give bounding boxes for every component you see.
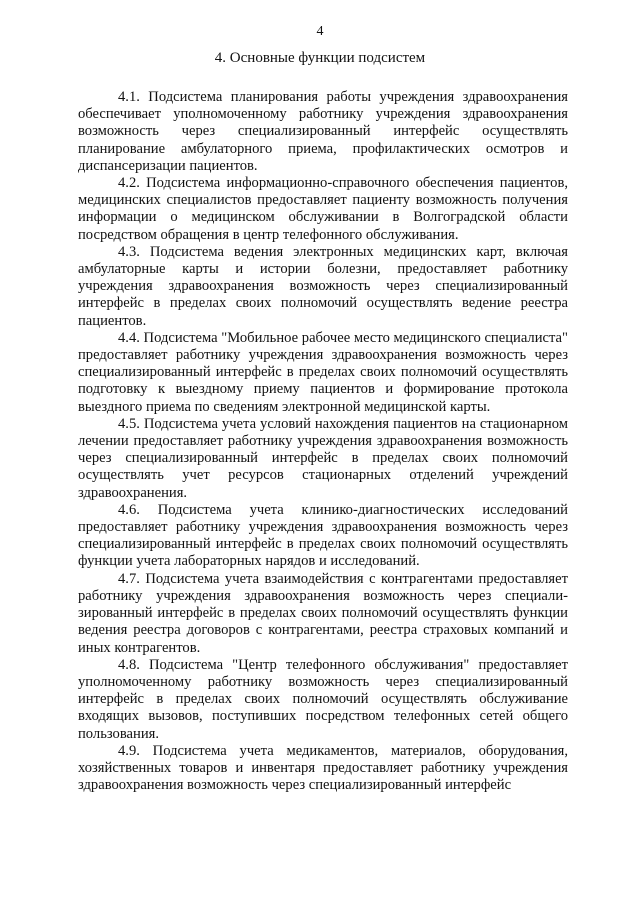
paragraph-4-7: 4.7. Подсистема учета взаимодействия с контрагентами предоставляет работнику учреждения здравоохранения возможность через специали-зированный интерфейс в пределах своих полномочий осуществлять функции ведения реестра договоров с контрагентами, реестра страховых компаний и иных контрагентов. bbox=[78, 570, 568, 656]
paragraph-4-4: 4.4. Подсистема "Мобильное рабочее место медицинского специалиста" предоставляет работнику учреждения здравоохранения возможность через специализированный интерфейс в пределах своих полномочий осуществлять подготовку к выездному приему пациентов и формирование протокола выездного приема по сведениям электронной медицинской карты. bbox=[78, 329, 568, 415]
page-number: 4 bbox=[316, 24, 324, 39]
section-title: 4. Основные функции подсистем bbox=[214, 50, 426, 66]
paragraph-4-2: 4.2. Подсистема информационно-справочного обеспечения пациентов, медицинских специалистов предоставляет пациенту возможность получения информации о медицинском обслуживании в Волгоградской области посредством обращения в центр телефонного обслуживания. bbox=[78, 175, 568, 243]
paragraph-4-3: 4.3. Подсистема ведения электронных медицинских карт, включая амбулаторные карты и истории болезни, предоставляет работнику учреждения здравоохранения возможность через специализированный интерфейс в пределах своих полномочий осуществлять ведение реестра пациентов. bbox=[78, 243, 568, 329]
paragraph-4-5: 4.5. Подсистема учета условий нахождения пациентов на стационарном лечении предоставляет работнику учреждения здравоохранения возможность через специализированный интерфейс в пределах своих полномочий осуществлять учет ресурсов стационарных отделений учреждений здравоохранения. bbox=[78, 415, 568, 501]
body-text bbox=[78, 89, 568, 794]
paragraph-4-8: 4.8. Подсистема "Центр телефонного обслуживания" предоставляет уполномоченному работнику возможность через специализированный интерфейс в пределах своих полномочий осуществлять обслуживание входящих вызовов, поступивших посредством телефонных сетей общего пользования. bbox=[78, 656, 568, 742]
paragraph-4-1: 4.1. Подсистема планирования работы учреждения здравоохранения обеспечивает уполномоченному работнику учреждения здравоохранения возможность через специализированный интерфейс осуществлять планирование амбулаторного приема, профилактических осмотров и диспансеризации пациентов. bbox=[78, 89, 568, 174]
paragraph-4-6: 4.6. Подсистема учета клинико-диагностических исследований предоставляет работнику учреждения здравоохранения возможность через специализированный интерфейс в пределах своих полномочий осуществлять функции учета лабораторных нарядов и исследований. bbox=[78, 501, 568, 570]
paragraph-4-9: 4.9. Подсистема учета медикаментов, материалов, оборудования, хозяйственных товаров и инвентаря предоставляет работнику учреждения здравоохранения возможность через специализированный интерфейс bbox=[78, 742, 568, 794]
